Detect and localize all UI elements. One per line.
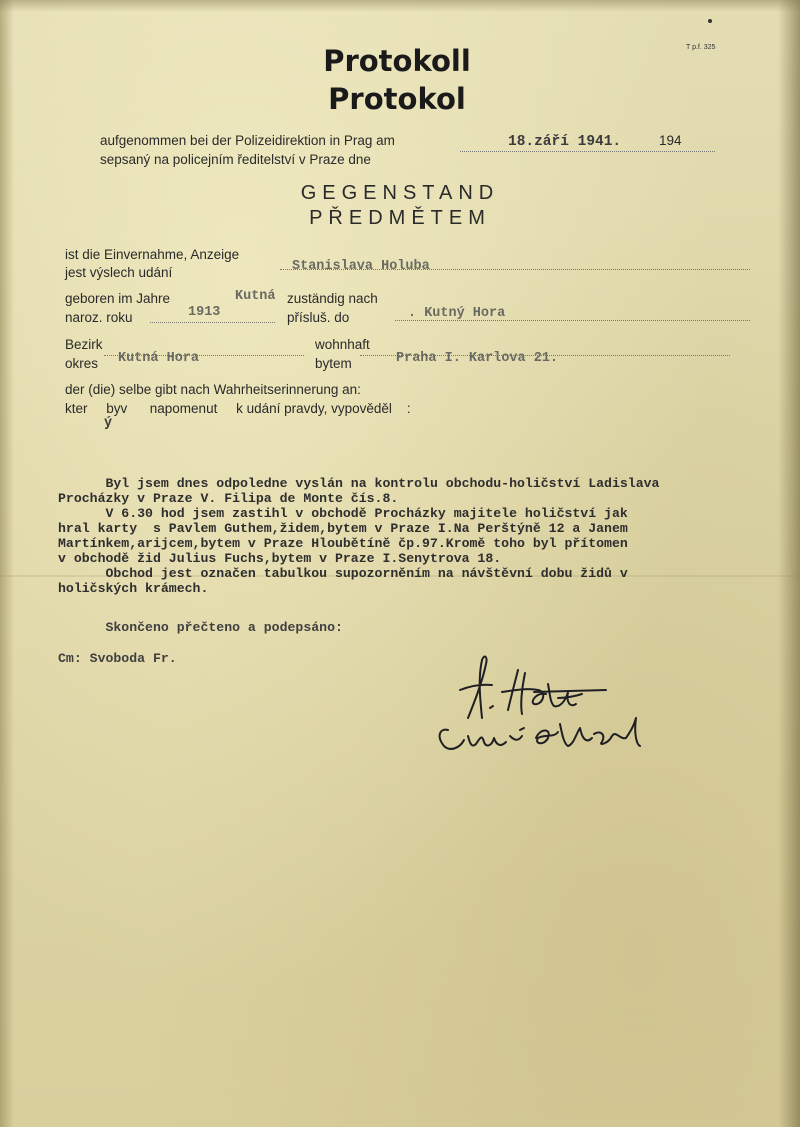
statement-typed-suffix: ý bbox=[104, 416, 113, 431]
paper-edge-right bbox=[778, 0, 800, 1127]
ink-dot bbox=[708, 19, 712, 23]
body-line: Byl jsem dnes odpoledne vyslán na kontrolu obchodu-holičství Ladislava bbox=[58, 476, 660, 491]
born-label-czech: naroz. roku bbox=[65, 310, 133, 325]
domicile-label-german: zuständig nach bbox=[287, 291, 378, 306]
statement-czech: kter byv napomenut k udání pravdy, vypověděl : bbox=[65, 401, 411, 416]
domicile-value: . Kutný Hora bbox=[408, 306, 506, 321]
district-label-czech: okres bbox=[65, 356, 99, 371]
body-line: Obchod jest označen tabulkou supozorněním na návštěvní dobu židů v bbox=[58, 566, 628, 581]
body-line: v obchodě žid Julius Fuchs,bytem v Praze I.Senytrova 18. bbox=[58, 551, 502, 566]
hearing-value: Stanislava Holuba bbox=[292, 259, 430, 274]
body-line: V 6.30 hod jsem zastihl v obchodě Procházky majitele holičství jak bbox=[58, 506, 628, 521]
hearing-label-czech: jest výslech udání bbox=[65, 265, 173, 280]
title-czech: Protokol bbox=[328, 82, 466, 116]
district-label-german: Bezirk bbox=[65, 337, 103, 352]
officer-line: Cm: Svoboda Fr. bbox=[58, 651, 177, 666]
date-dotted-line bbox=[460, 151, 715, 152]
year-prefix: 194 bbox=[659, 133, 682, 148]
form-number: T p.f. 325 bbox=[686, 44, 716, 51]
intro-german: aufgenommen bei der Polizeidirektion in Prag am bbox=[100, 133, 395, 148]
born-label-german: geboren im Jahre bbox=[65, 291, 171, 306]
paper-edge-top bbox=[0, 0, 800, 12]
statement-body bbox=[58, 476, 659, 596]
residence-label-czech: bytem bbox=[315, 356, 352, 371]
born-year-value: 1913 bbox=[188, 305, 221, 320]
intro-czech: sepsaný na policejním ředitelství v Praze dne bbox=[100, 152, 371, 167]
closing-line: Skončeno přečteno a podepsáno: bbox=[58, 620, 343, 635]
body-line: Martínkem,arijcem,bytem v Praze Hloubětíně čp.97.Kromě toho byl přítomen bbox=[58, 536, 628, 551]
born-dotted-line bbox=[150, 322, 275, 323]
hearing-label-german: ist die Einvernahme, Anzeige bbox=[65, 247, 240, 262]
residence-value: Praha I. Karlova 21. bbox=[396, 351, 559, 366]
body-line: holičských krámech. bbox=[58, 581, 209, 596]
born-place-value: Kutná bbox=[235, 289, 276, 304]
body-line: hral karty s Pavlem Guthem,židem,bytem v Praze I.Na Perštýně 12 a Janem bbox=[58, 521, 628, 536]
date-value: 18.září 1941. bbox=[508, 134, 622, 150]
district-value: Kutná Hora bbox=[118, 351, 200, 366]
body-line: Procházky v Praze V. Filipa de Monte čís.8. bbox=[58, 491, 399, 506]
residence-label-german: wohnhaft bbox=[315, 337, 370, 352]
statement-german: der (die) selbe gibt nach Wahrheitserinnerung an: bbox=[65, 382, 361, 397]
subject-heading-czech: PŘEDMĚTEM bbox=[309, 207, 491, 229]
title-german: Protokoll bbox=[323, 44, 471, 78]
paper-edge-left bbox=[0, 0, 14, 1127]
subject-heading-german: GEGENSTAND bbox=[300, 182, 500, 204]
domicile-label-czech: přísluš. do bbox=[287, 310, 350, 325]
handwritten-signature bbox=[430, 648, 650, 773]
